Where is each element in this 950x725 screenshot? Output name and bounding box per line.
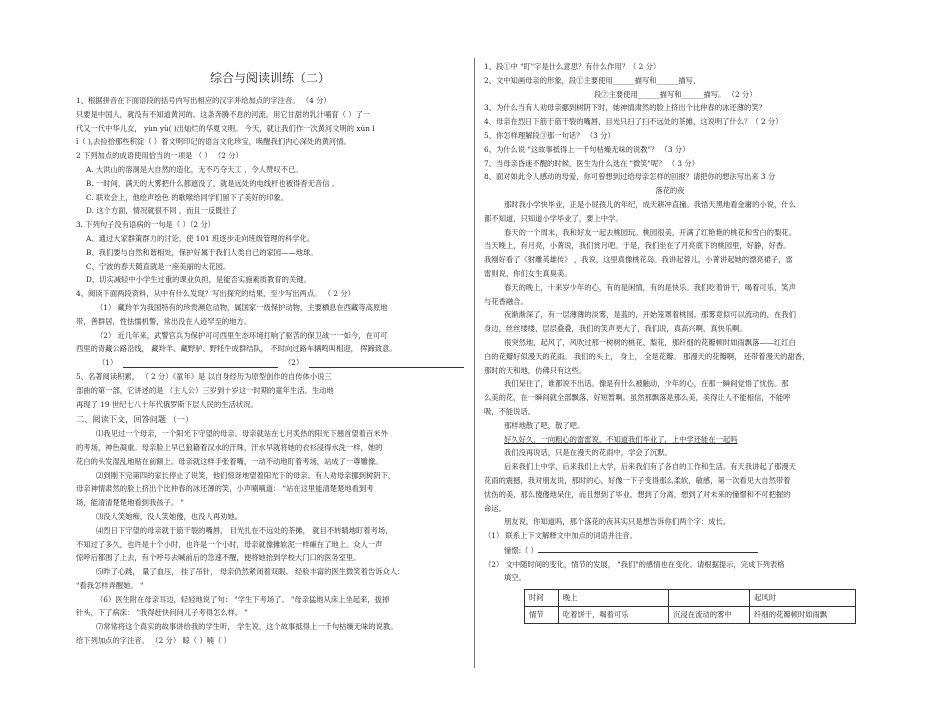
q4-line: 西里的青藏公路沿线， 藏羚羊、藏野驴、野牦牛成群结队， 不时向过路车辆鸣叫相迎， 挥蹄致意。 [76,344,397,354]
passage-line: 母亲神情肃然的脸上挤出个比仲春的冰还薄的笑，小声喃喃道： "站在这里能清楚楚地看到考 [76,484,374,494]
passage-line: ⑷烈日下守望的母亲就于筋干裂的嘴唇， 目光扎在不远处的茶摊， 就目不转睛地盯着考场， [96,525,393,535]
rq-line: 段⑦主要使用______描写和______描写。 （2 分） [594,89,757,99]
passage-line: ⑵到刚下完第四的家长停止了说笑，他们惊讶地望着阳光下的母亲。有人劝母亲挪到树阴下， [96,470,396,480]
q3-option: B、我们要与自然和谐相处，保护好属于我们人类自己的家园——地球。 [86,247,318,257]
page-title: 综合与阅读训练（二） [209,71,330,85]
q4-line: 4、阅读下面两段资料，从中有什么发现？写出探究的结果，至少写出两点。 （ 2 分） [76,289,355,299]
q4-answer-2-label: （2） [284,358,304,368]
left-column [76,60,464,648]
column-divider [474,58,475,668]
passage-line: 那时的天和地，仿佛只有这些。 [484,365,587,375]
rq-line: 1、段①中 "盯"字是什么意思？有什么作用？（ 2 分） [484,62,661,71]
section-2-heading: 二、阅读下文，回答问题 （一） [76,414,194,425]
q1-line: 1、根据拼音在下面语段的括号内写出相应的汉字并给加点的字注音。 （4 分） [76,96,331,105]
table-cell: 吃着饼干，喝着可乐 [558,607,668,624]
table-cell: 时间 [525,590,559,607]
q1-line: 代又一代中华儿女， yùn yù( )出灿烂的华夏文明。 今天，就让我们作一次黄河文明的 xún l [76,123,375,133]
rq-line: 4、母亲在烈日下筋于筋干裂的嘴唇，目光只扫了扫不远处的茶摊，这说明了什么？（ 2 分） [484,117,783,127]
q2-option: B. 一时间，满天的大雾把什么都遮没了，就是远处的电线杆也被得杳无音信 。 [86,178,340,188]
passage-line: 后来我们上中学，后来我们上大学，后来我们有了各自的工作和生活。有天我讲起了那漫天 [504,462,796,472]
answer-line[interactable] [538,543,758,553]
passage-line: ⑺常常将这个真实的故事讲给我的学生听， 学生说，这个故事抵得上一千句枯燥无味的说教。 [96,622,398,632]
passage-line: 春天的一个周末，我和好友一起去桃园玩。桃园很美，开满了红艳艳的桃花和雪白的梨花。 [504,227,796,237]
passage-line: ⑶没人笑她痴，没人笑她傻，也没人再劝她。 [96,511,242,521]
table-row [525,590,856,607]
q1-line: ǐ（ ),去捡拾那些积淀（ ）着文明印记的语言文化珍宝，唤醒我们内心深处的黄河情。 [76,137,351,147]
rq-line: 3、为什么当有人劝母亲挪到树阴下时，她神情肃然的脸上挤出个比仲春的冰还薄的笑？ [484,103,766,113]
right-column [484,60,856,624]
q5-line: 再现了 19 世纪七八十年代俄罗斯下层人民的生活状况。 [76,399,258,409]
rq-line: 5、你怎样理解段③那一句话？ （3 分） [484,130,615,140]
table-cell-blank[interactable] [669,590,750,607]
rq-line: 8、面对如此令人感动的母爱，你可曾想到过给母亲怎样的回报？请把你的想法写出来 3 分 [484,172,776,182]
passage-title: 落花的夜 [655,186,685,196]
sub-question-1-word [484,543,856,558]
passage-line: "看我怎样弄醒她。 " [76,580,144,590]
q4-line: （2） 近几年来，武警官兵为保护可可西里生态环境打响了驱苦的保卫战一一如今，在可可 [96,330,388,340]
q3-option: D、切实减轻中小学生过重的课业负担，是能否实施素质教育的关键。 [86,275,311,285]
passage-line: 雷则说，你们女生真臭美。 [484,268,572,278]
passage-line: ⑴我见过一个母亲，一个阳光下守望的母亲。母亲就站在七月炙热的阳光下翘首望着百米外 [96,429,388,439]
table-cell: 晚上 [558,590,668,607]
passage-line: 花雨的震撼，我对朋友说，那时的心，好像一下子变得那么柔软，敏感，第一次看见大自然带着 [484,475,791,485]
passage-line: ⑸昨了心跳， 量了血压， 挂了吊针， 母亲仍然紧闭着双眼。 经验丰富的医生微笑着告诉众人： [96,567,405,577]
passage-line: （6）医生附在母亲耳边，轻轻地说了句： "学生下考场了。 "母亲猛地从床上坐起来，拔掉 [96,594,390,604]
passage-line: 很突然地，起风了，风吹过那一树树的桃花、梨花，那纤细的花瓣顿时如雨飘落——红红白 [504,337,796,347]
q4-answer-2-blank[interactable] [309,356,464,368]
passage-line: 那样地散了吧，散了吧。 [504,420,585,430]
word-blank[interactable]: 憧憬:（ ） [504,545,538,555]
q3-option: A、通过大家群策群力的讨论，使 101 班逐步走向班级管理的科学化。 [86,233,315,243]
passage-line: 我刚好看了《射雕英雄传》 ，我说，这里真像桃花岛。我讲起蓉儿，小菁讲起她的漂亮裙子，雷 [484,255,793,265]
passage-line: 朋友说，你知道吗，那个落花的夜其实只是想告诉你们两个字：成长。 [504,517,731,527]
q4-answer-lines [76,356,464,370]
q2-option: A. 大洪山的溶洞是大自然的造化，无不巧夺天工 ，令人赞叹不已。 [86,164,303,174]
passage-line: 我们没再说话，只是在漫天的花雨中，学会了沉默。 [504,448,672,458]
passage-line: 白的花瓣好似漫天的花雨。 我们的头上， 身上， 全是花瓣。 那漫天的花瓣啊， 还带着漫天的甜香， [484,351,810,361]
q4-answer-1-label: （1） [98,358,118,368]
passage-line: 花白的头发湿乱地贴在前额上。母亲就这样手张着嘴，一动不动地盯着考场，站成了一尊雕像。 [76,456,383,466]
q2-option: C. 联欢会上，他绘声绘色 的歌喉给同学们留下了美好的印象。 [86,192,288,202]
passage-line: 的考场，神色凝重。母亲脸上早已狼籍着汉水的汗珠，汗水早就将她的衣衫浸得水洗一样，她的 [76,442,383,452]
q4-line: （1） 藏羚羊为我国特有的珍贵濒危动物，属国家一级保护动物，主要栖息在西藏等高原地 [96,302,388,312]
q3-option: C、宁波的春天随直就是一座美丽的大花园。 [86,261,231,271]
passage-line: 针头，下了病床： "我得赶快问问儿子考得怎么样。 " [76,608,248,618]
passage-line: 春天的晚上，十来岁少年的心，有的是闲情，有的是快乐。我们吃着饼干，喝着可乐，笑声 [504,282,796,292]
passage-line: 命运。 [484,503,506,513]
passage-line: 当天晚上，有月亮，小菁说，我们赏月吧。于是，我们坐在了月亮底下的桃园里，好静，好香。 [484,241,791,251]
q5-line: 5、名著阅读积累。 （ 2 分）《童年》是 以自身经历为原型创作的自传体小说三 [76,371,332,381]
passage-line: 我们呆住了，谁都说不出话。像是有什么被触动，少年的心，在那一瞬间觉悟了忧伤。那 [504,379,789,389]
passage-line-underlined: 好久好久，一向粗心的雷雷说，不知道我们毕业了，上中学还能在一起吗 [504,434,738,444]
passage-line: 吸，不能说话。 [484,406,536,416]
table-cell: 起风时 [750,590,856,607]
passage-line: 么美的花，在一瞬间就全部飘落，好短暂啊。虽然那飘落是那么美，美得让人不能相信，不能呼 [484,393,791,403]
q1-line: 只要是中国人，就没有不知道黄河的。这条奔腾不息的河流，用它甘甜的乳汁哺育（ ）了一 [76,109,371,119]
q2-option: D. 这个方面，情况就很不同 ，而且一反既往了 [86,206,238,216]
sub-question-2: 填空。 [504,573,526,583]
q5-line: 部曲的第一部，它讲述的是 （主人公）三岁到十岁这一时期的童年生活。生动地 [76,385,334,395]
table-cell: 情节 [525,607,559,624]
rq-line: 6、为什么说 "这故事抵得上一千句枯燥无味的说教"？ （3 分） [484,144,690,154]
table-cell: 沉浸在流动的雾中 [669,607,750,624]
passage-line: 那时我小学快毕业，正是小屁孩儿的年纪，成天耕冲直撞。我悟天黑地看金庸的小说，什么 [504,199,796,209]
passage-line: 夜渐渐深了，有一层薄薄的淡雾，是蓝的，开始笼罩着桃园。那雾竟似可以流动的，在我们 [504,310,796,320]
passage-line: 身边，丝丝缕缕，层层叠叠，我们的笑声更大了，我们说，真高兴啊，真快乐啊。 [484,324,747,334]
passage-line: 不知过了多久，也许是十个小时，也许是一个小时，母亲就像摊软泥一样瘫在了地上。众人一声 [76,539,383,549]
pinyin-question: 给下列加点的字注音。 （2 分） 晾（ ）喃（ ） [76,636,231,646]
passage-line: 都不知道，只知道小学毕业了，要上中学。 [484,213,623,223]
sub-question-2: （2） 文中随时间的变化，情节的发展， "我们"的感情也在变化。请根据提示，完成下列表格 [484,559,785,569]
q4-line: 带，善群居，性怯懦机警，常出没在人迹罕至的地方。 [76,316,252,326]
q4-answer-1-blank[interactable] [123,356,278,368]
table-row [525,607,856,624]
passage-line: 与花香融合。 [484,296,528,306]
q3-line: 3. 下列句子没有语病的一句是（ ）（2 分） [76,220,215,230]
table-cell: 纤细的花瓣顿时如雨飘 [750,607,856,624]
rq-line: 7、当母亲昏迷不醒的时候，医生为什么选在 "微笑"呢？ （ 3 分） [484,158,699,168]
rq-line: 2、文中知画母亲的形象，段①主要使用______描写和______描写， [484,75,701,85]
sub-question-1: （1） 联系上下文解释文中加点的词语并注音。 [484,531,637,541]
passage-line: 忧伤的美，那么傻傻地呆住，而且想到了毕业，想到了分离，想到了对未来的憧憬和不可把握的 [484,489,791,499]
passage-line: 惊呼后都围了上去，有个呼号去喊前后的急速不醒，便将她抬到学校大门口的医务室里。 [76,553,361,563]
emotion-table [524,589,856,624]
passage-line: 场，能清清楚楚地看到我孩子。 " [76,498,184,508]
q2-line: 2 下列加点的成语使用恰当的一项是 （ ） （2 分） [76,151,243,161]
